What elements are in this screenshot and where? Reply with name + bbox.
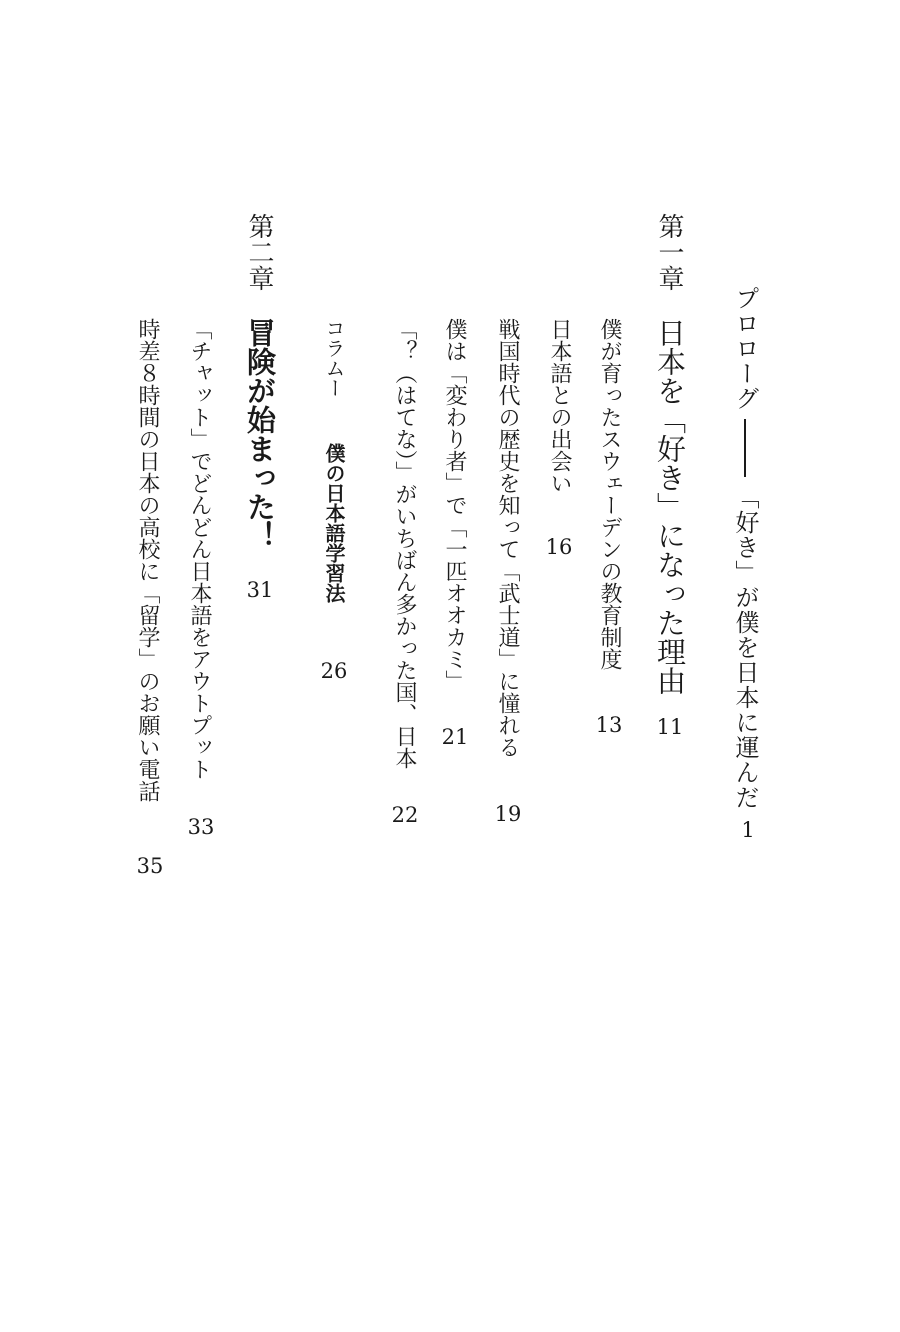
chapter2-label: 第二章	[244, 213, 274, 291]
toc-entry-5: 「？（はてな）」がいちばん多かった国、日本	[392, 318, 417, 769]
prologue-label: プロローグ	[731, 286, 759, 411]
toc-entry-6: 「チャット」でどんどん日本語をアウトプット	[187, 318, 212, 780]
toc-entry-1: 僕が育ったスウェーデンの教育制度	[597, 318, 622, 670]
chapter1-title: 日本を「好き」になった理由	[653, 318, 687, 695]
column-label: コラムー	[322, 318, 346, 398]
toc-entry-4-page: 21	[441, 725, 469, 749]
prologue-subtitle: 「好き」が僕を日本に運んだ	[731, 485, 759, 810]
prologue-title	[733, 286, 757, 810]
toc-entry-5-page: 22	[391, 803, 419, 827]
chapter2-title: 冒険が始まった！	[243, 318, 277, 550]
toc-entry-6-page: 33	[187, 815, 215, 839]
toc-entry-4: 僕は「変わり者」で「一匹オオカミ」	[442, 318, 467, 692]
chapter1-label: 第一章	[654, 213, 684, 291]
prologue-page: 1	[741, 818, 755, 842]
toc-entry-7: 時差８時間の日本の高校に「留学」のお願い電話	[135, 318, 160, 802]
toc-entry-2-page: 16	[545, 535, 573, 559]
toc-entry-7-page: 35	[136, 854, 164, 878]
toc-entry-2: 日本語との出会い	[547, 318, 572, 494]
toc-entry-3-page: 19	[494, 802, 522, 826]
chapter2-page: 31	[246, 578, 274, 602]
em-dash	[744, 419, 746, 477]
toc-entry-3: 戦国時代の歴史を知って「武士道」に憧れる	[495, 318, 520, 758]
column-title: 僕の日本語学習法	[322, 443, 346, 603]
column-page: 26	[320, 659, 348, 683]
chapter1-page: 11	[656, 715, 684, 739]
toc-entry-1-page: 13	[595, 713, 623, 737]
